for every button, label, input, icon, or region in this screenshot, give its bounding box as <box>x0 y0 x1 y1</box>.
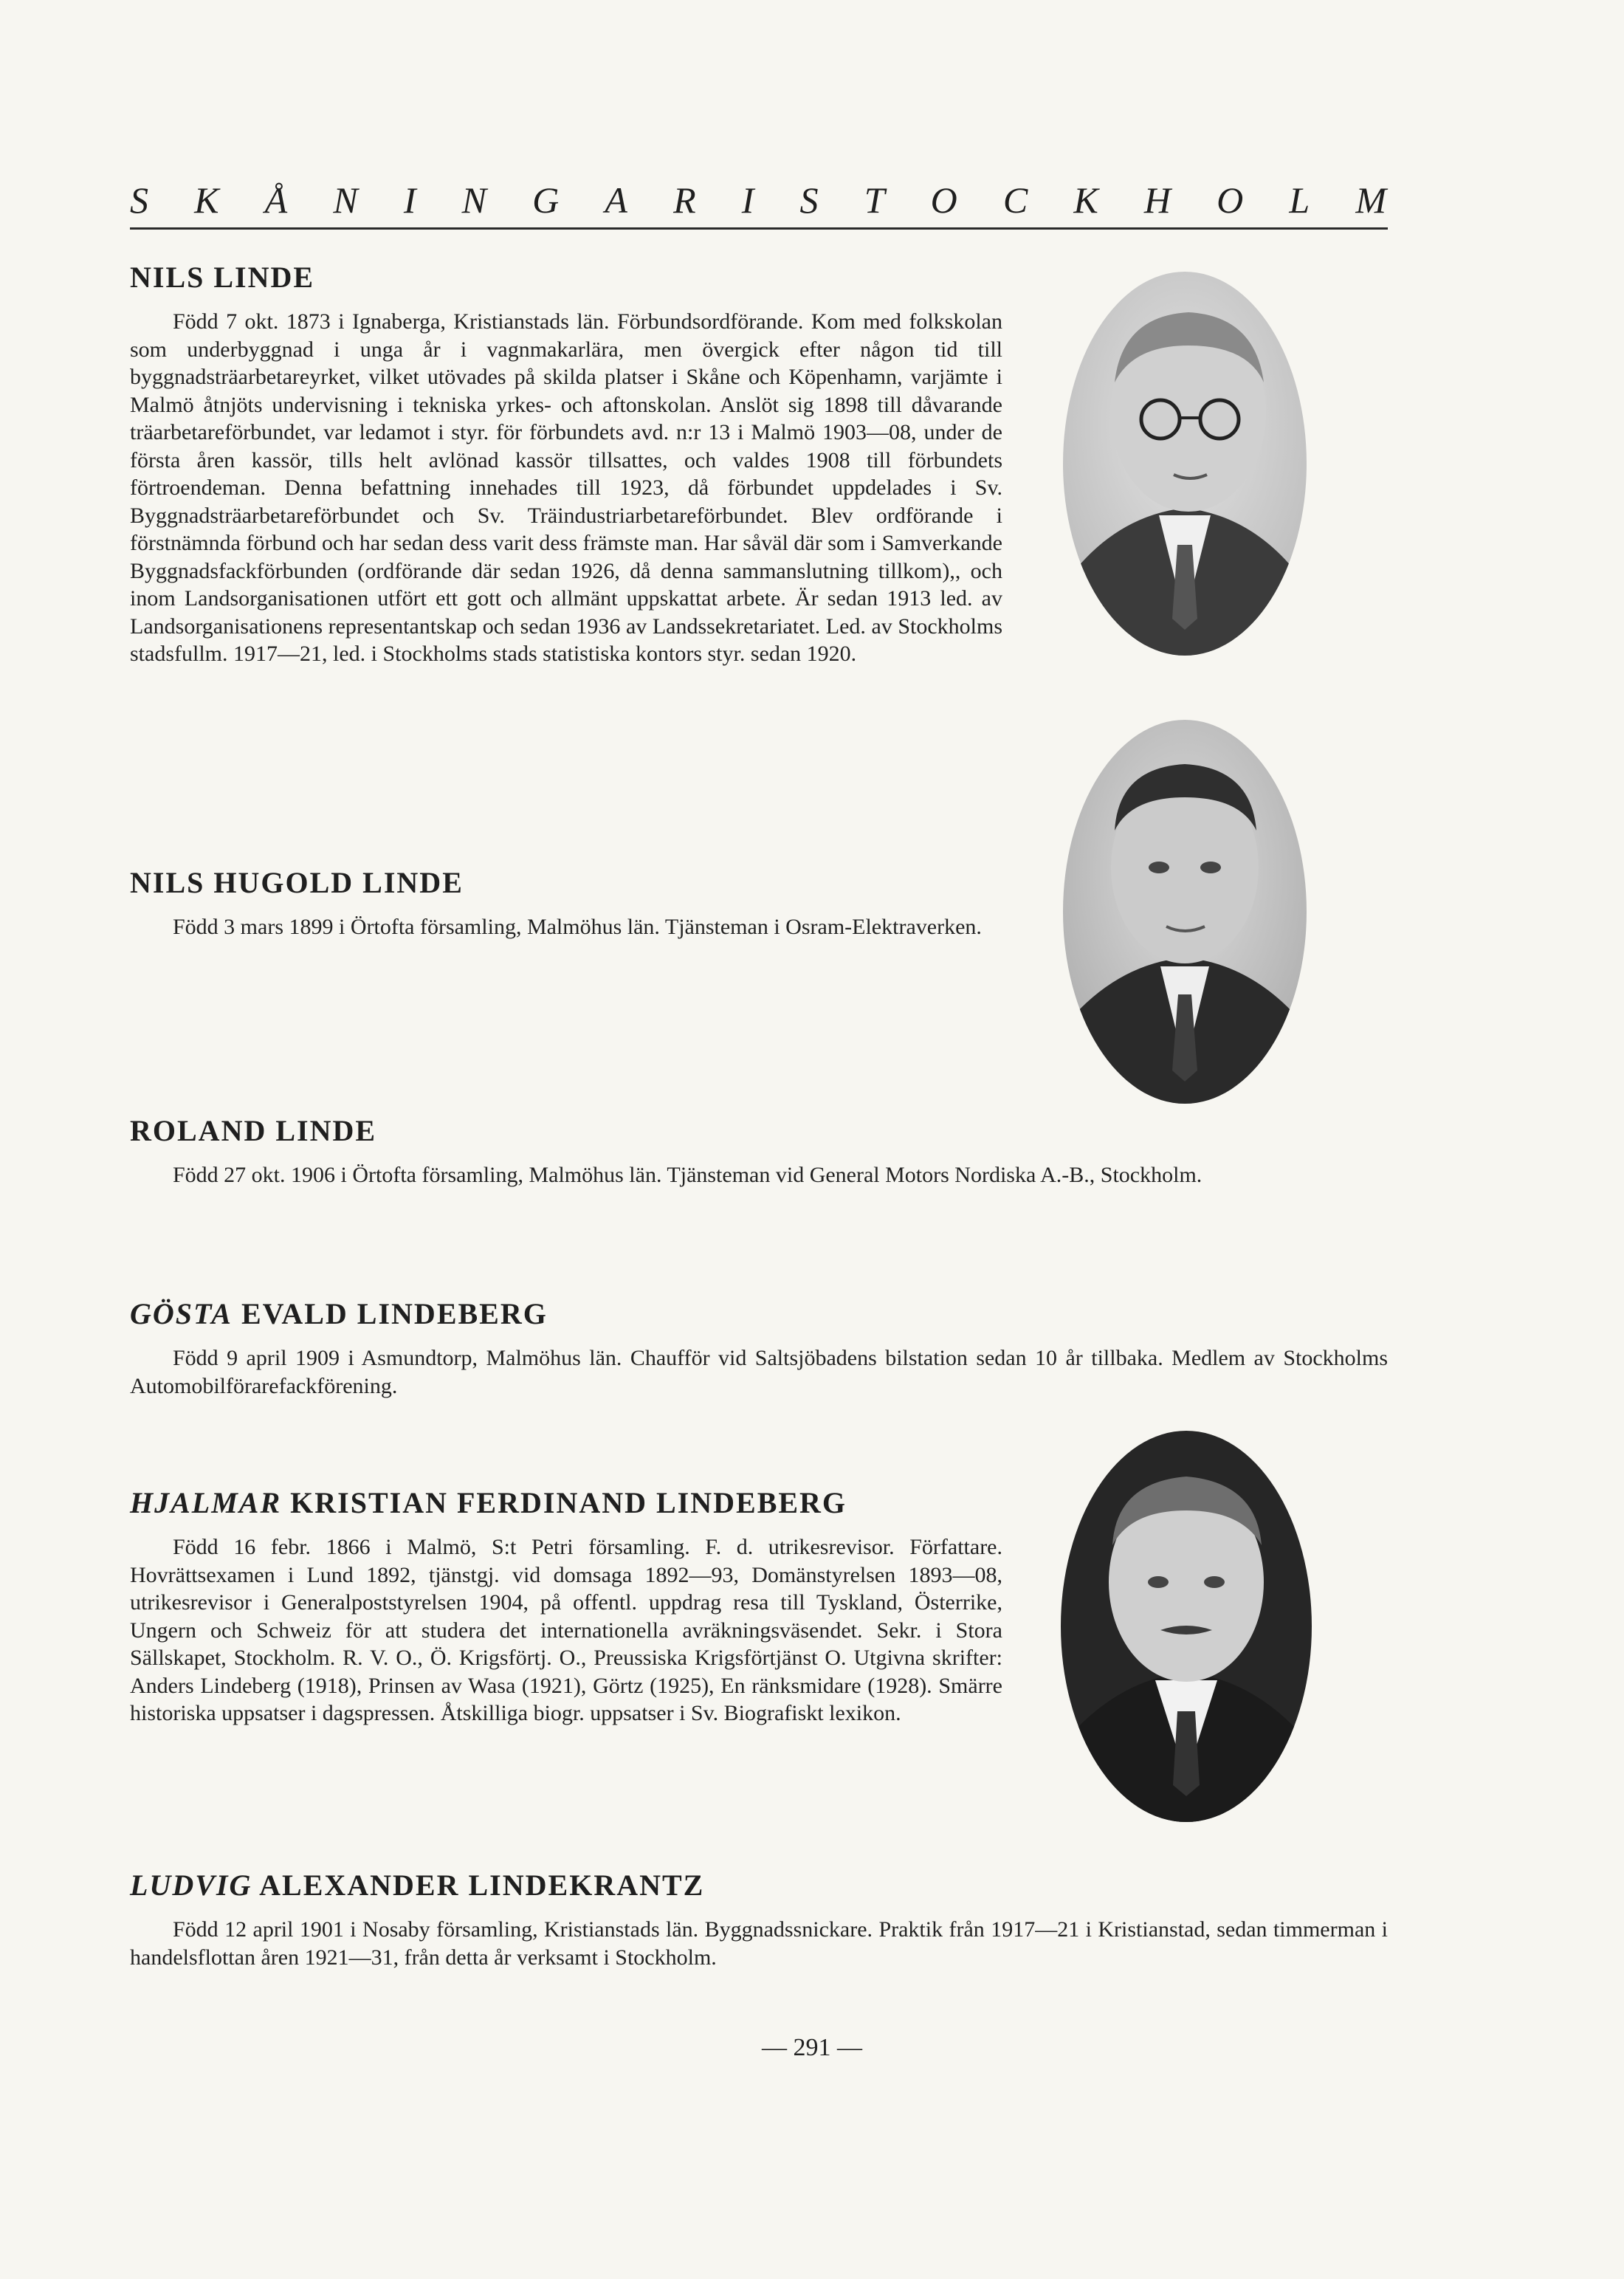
entry-name: GÖSTA EVALD LINDEBERG <box>130 1297 548 1330</box>
running-head-letter: L <box>1289 179 1312 221</box>
portrait-photo <box>1063 720 1307 1104</box>
running-head-letter: G <box>532 179 561 221</box>
header-rule <box>130 227 1388 230</box>
entry-bio: Född 16 febr. 1866 i Malmö, S:t Petri församling. F. d. utrikesrevisor. Författare. Hovrättsexamen i Lund 1892, tjänstgj. vid domsaga 1892—93, Domänstyrelsen 1893—08, utrikesrevisor i Generalpoststyrelsen 1904, på offentl. uppdrag resa till Tyskland, Österrike, Ungern och Schweiz för att studera det internationella avräkningsväsendet. Sekr. i Stora Sällskapet, Stockholm. R. V. O., Ö. Krigsförtj. O., Preussiska Krigsförtjänst O. Utgivna skrifter: Anders Lindeberg (1918), Prinsen av Wasa (1921), Görtz (1925), En ränksmidare (1928). Smärre historiska uppsatser i dagspressen. Åtskilliga biogr. uppsatser i Sv. Biografiskt lexikon. <box>130 1535 1002 1725</box>
running-head-letter: S <box>799 179 820 221</box>
running-head-letter: O <box>1217 179 1245 221</box>
running-head-letter: A <box>605 179 629 221</box>
running-head-letter: N <box>461 179 488 221</box>
running-head-letter: Å <box>264 179 289 221</box>
portrait-photo <box>1063 272 1307 656</box>
entry-bio: Född 12 april 1901 i Nosaby församling, Kristianstads län. Byggnadssnickare. Praktik från 1917—21 i Kristianstad, sedan timmerman i handelsflottan åren 1921—31, från detta år verksamt i Stockholm. <box>130 1917 1388 1970</box>
running-head-letter: M <box>1355 179 1388 221</box>
portrait-photo <box>1061 1431 1312 1822</box>
running-head-letter: N <box>333 179 359 221</box>
running-head-letter: C <box>1002 179 1030 221</box>
entry-name: HJALMAR KRISTIAN FERDINAND LINDEBERG <box>130 1486 847 1519</box>
running-head-letter: I <box>741 179 756 221</box>
running-head-letter: K <box>194 179 221 221</box>
entry-name: NILS LINDE <box>130 261 315 294</box>
running-head-letter: O <box>930 179 959 221</box>
entry-nils-hugold-linde <box>130 865 1002 941</box>
running-head-letter: T <box>864 179 887 221</box>
entry-name: ROLAND LINDE <box>130 1114 377 1147</box>
entry-nils-linde <box>130 260 1002 668</box>
running-head-letter: K <box>1073 179 1100 221</box>
running-head-letter: R <box>673 179 698 221</box>
entry-bio: Född 27 okt. 1906 i Örtofta församling, Malmöhus län. Tjänsteman vid General Motors Nordiska A.-B., Stockholm. <box>173 1163 1202 1187</box>
running-head-letter: H <box>1143 179 1172 221</box>
running-head-letter: S <box>130 179 150 221</box>
entry-roland-linde <box>130 1113 1388 1189</box>
entry-ludvig-alexander-lindekrantz <box>130 1868 1388 1971</box>
entry-bio: Född 3 mars 1899 i Örtofta församling, Malmöhus län. Tjänsteman i Osram-Elektraverken. <box>173 915 982 939</box>
entry-bio: Född 7 okt. 1873 i Ignaberga, Kristianstads län. Förbundsordförande. Kom med folkskolan som underbyggnad i unga år i vagnmakarlära, men övergick efter någon tid till byggnadsträarbetareyrket, vilket utövades på skilda platser i Skåne och Köpenhamn, varjämte i Malmö åtnjöts undervisning i tekniska yrkes- och aftonskolan. Anslöt sig 1898 till dåvarande träarbetareförbundet, var ledamot i styr. för förbundets avd. n:r 13 i Malmö 1903—08, under de första åren kassör, tills helt avlönad kassör tillsattes, och valdes 1908 till förbundets förtroendeman. Denna befattning innehades till 1923, då förbundet uppdelades i Sv. Byggnadsträarbetareförbundet och Sv. Träindustriarbetareförbundet. Blev ordförande i förstnämnda förbund och har sedan dess varit dess främste man. Har såväl där som i Samverkande Byggnadsfackförbunden (ordförande där sedan 1926, då denna sammanslutning tillkom),, och inom Landsorganisationen utfört ett gott och allmänt uppskattat arbete. Är sedan 1913 led. av Landsorganisationens representantskap och sedan 1936 av Landssekretariatet. Led. av Stockholms stadsfullm. 1917—21, led. i Stockholms stads statistiska kontors styr. sedan 1920. <box>130 309 1002 666</box>
running-head <box>130 179 1388 221</box>
running-head-letter: I <box>403 179 418 221</box>
entry-bio: Född 9 april 1909 i Asmundtorp, Malmöhus län. Chaufför vid Saltsjöbadens bilstation sedan 10 år tillbaka. Medlem av Stockholms Automobilförarefackförening. <box>130 1346 1388 1398</box>
entry-name: LUDVIG ALEXANDER LINDEKRANTZ <box>130 1869 705 1902</box>
entry-name: NILS HUGOLD LINDE <box>130 866 464 899</box>
entry-hjalmar-kristian-ferdinand-lindeberg <box>130 1485 1002 1728</box>
page-number: — 291 — <box>762 2034 862 2061</box>
entry-gosta-evald-lindeberg <box>130 1296 1388 1400</box>
